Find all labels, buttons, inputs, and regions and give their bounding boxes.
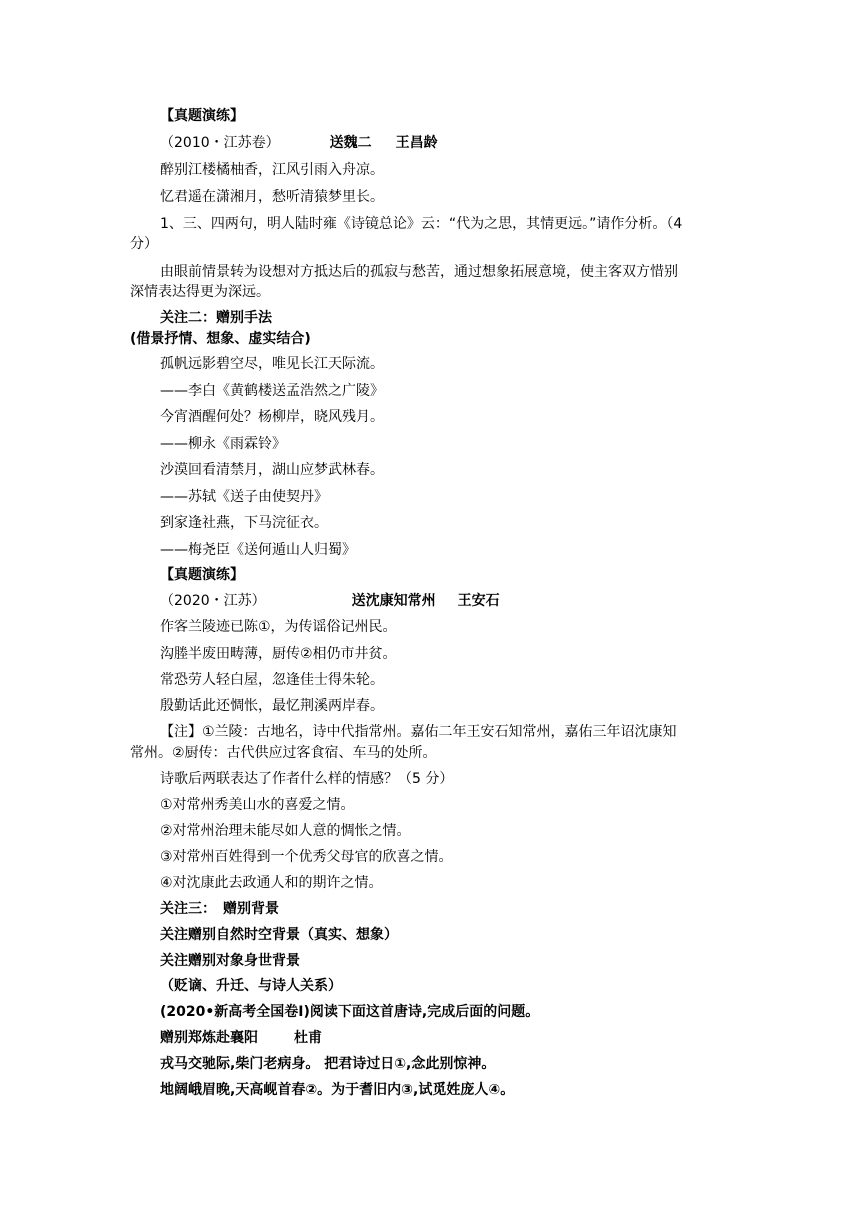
poem-line: 地阔峨眉晚,天高岘首春②。为于耆旧内③,试觅姓庞人④。 — [160, 1082, 515, 1098]
question-text: 诗歌后两联表达了作者什么样的情感？（5 分） — [160, 771, 454, 787]
poem-source: （2020・江苏） — [160, 593, 266, 609]
example-line: 到家逢社燕，下马浣征衣。 — [160, 515, 328, 531]
focus-point-detail: （贬谪、升迁、与诗人关系） — [160, 978, 342, 994]
section2-heading: 关注二：赠别手法 — [160, 310, 272, 326]
answer-item: ②对常州治理未能尽如人意的惆怅之情。 — [160, 823, 411, 839]
example-line: 今宵酒醒何处？杨柳岸，晓风残月。 — [160, 409, 384, 425]
answer-item: ①对常州秀美山水的喜爱之情。 — [160, 797, 355, 813]
section1-heading: 【真题演练】 — [160, 108, 244, 124]
example-attribution: ——柳永《雨霖铃》 — [160, 436, 286, 452]
section3-heading: 【真题演练】 — [160, 567, 244, 583]
question-text-cont: 分） — [130, 236, 158, 252]
exam-instruction: (2020•新高考全国卷Ⅰ)阅读下面这首唐诗,完成后面的问题。 — [160, 1004, 540, 1020]
poem-title: 送魏二 — [329, 135, 372, 151]
footnote-text: 【注】①兰陵：古地名，诗中代指常州。嘉佑二年王安石知常州，嘉佑三年诏沈康知 — [160, 724, 677, 740]
poem-title: 赠别郑炼赴襄阳 — [160, 1030, 258, 1046]
question-text: 1、三、四两句，明人陆时雍《诗镜总论》云：“代为之思，其情更远。”请作分析。（4 — [160, 216, 683, 232]
example-line: 孤帆远影碧空尽，唯见长江天际流。 — [160, 356, 384, 372]
poem-line: 戎马交驰际,柴门老病身。 把君诗过日①,念此别惊神。 — [160, 1056, 496, 1072]
poem-author: 王安石 — [457, 593, 500, 609]
answer-item: ④对沈康此去政通人和的期许之情。 — [160, 875, 383, 891]
example-attribution: ——梅尧臣《送何遁山人归蜀》 — [160, 542, 356, 558]
focus-point: 关注赠别自然时空背景（真实、想象） — [160, 927, 398, 943]
footnote-text-cont: 常州。②厨传：古代供应过客食宿、车马的处所。 — [130, 745, 437, 761]
poem-line: 常恐劳人轻白屋，忽逢佳士得朱轮。 — [160, 672, 384, 688]
section1-poem-header — [160, 134, 438, 152]
section2-subheading: (借景抒情、想象、虚实结合) — [130, 331, 311, 347]
poem-line: 醉别江楼橘柚香，江风引雨入舟凉。 — [160, 162, 384, 178]
example-attribution: ——李白《黄鹤楼送孟浩然之广陵》 — [160, 383, 384, 399]
answer-item: ③对常州百姓得到一个优秀父母官的欣喜之情。 — [160, 849, 453, 865]
poem-line: 沟塍半废田畴薄，厨传②相仍市井贫。 — [160, 646, 397, 662]
poem-line: 忆君遥在潇湘月，愁听清猿梦里长。 — [160, 189, 384, 205]
section3-poem-header — [160, 592, 500, 610]
poem-author: 杜甫 — [294, 1030, 322, 1046]
example-attribution: ——苏轼《送子由使契丹》 — [160, 489, 328, 505]
poem-source: （2010・江苏卷） — [160, 135, 280, 151]
poem-author: 王昌龄 — [395, 135, 438, 151]
poem-line: 殷勤话此还惆怅，最忆荆溪两岸春。 — [160, 698, 384, 714]
answer-text-cont: 深情表达得更为深远。 — [130, 284, 270, 300]
section4-heading: 关注三： 赠别背景 — [160, 901, 279, 917]
poem-title: 送沈康知常州 — [351, 593, 436, 609]
section4-poem-header — [160, 1029, 322, 1047]
focus-point: 关注赠别对象身世背景 — [160, 953, 300, 969]
poem-line: 作客兰陵迹已陈①，为传谣俗记州民。 — [160, 619, 397, 635]
answer-text: 由眼前情景转为设想对方抵达后的孤寂与愁苦，通过想象拓展意境，使主客双方惜别 — [160, 264, 678, 280]
example-line: 沙漠回看清禁月，湖山应梦武林春。 — [160, 462, 384, 478]
